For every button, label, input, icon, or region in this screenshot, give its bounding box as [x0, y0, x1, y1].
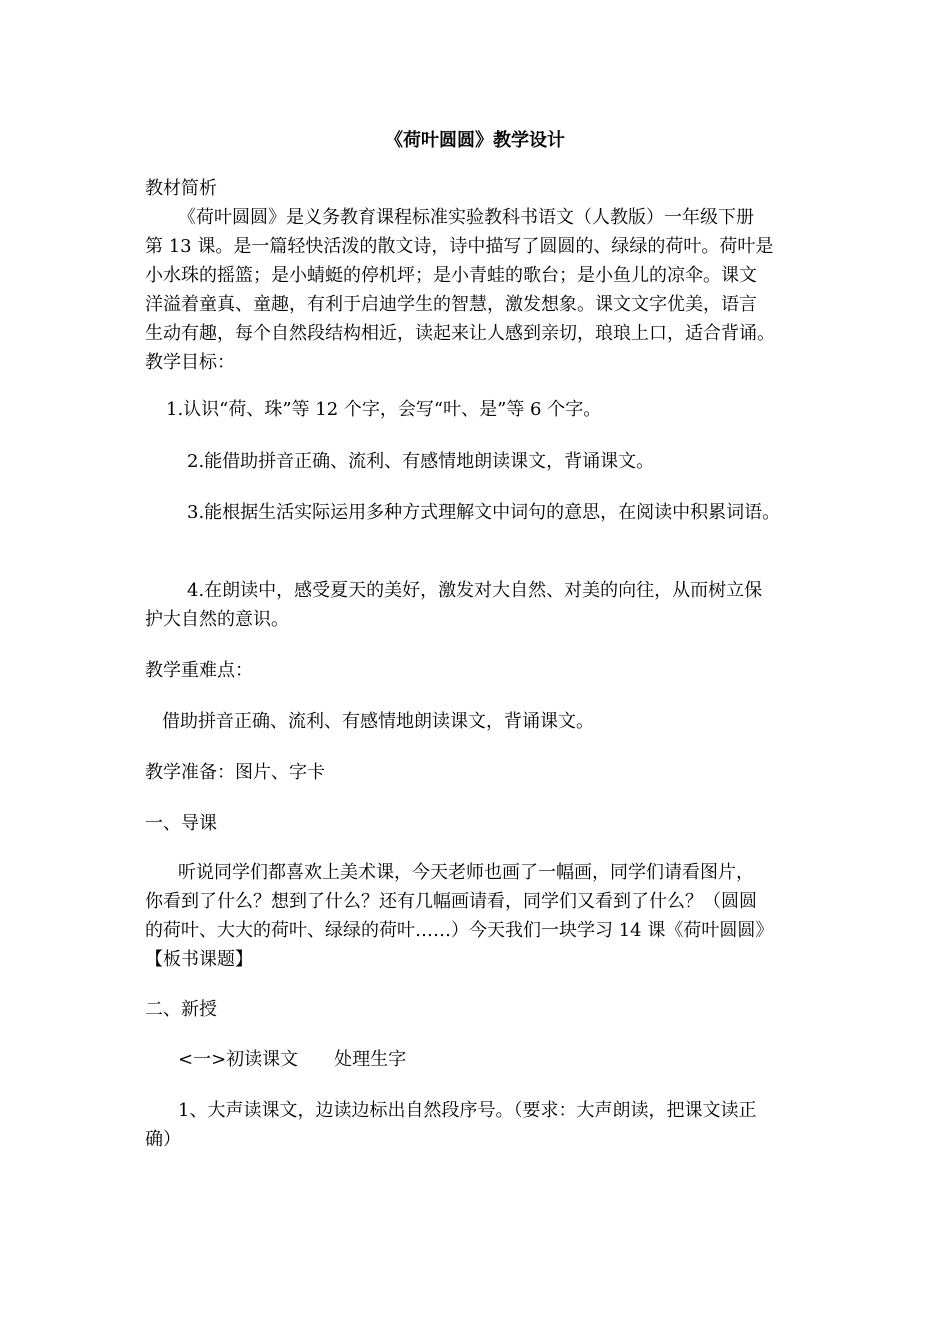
- section-heading: 二、新授: [145, 999, 217, 1020]
- document-title: 《荷叶圆圆》教学设计: [385, 130, 565, 151]
- goal-item: 护大自然的意识。: [145, 609, 289, 630]
- analysis-line: 洋溢着童真、童趣，有利于启迪学生的智慧，激发想象。课文文字优美，语言: [145, 294, 757, 315]
- section-line: 听说同学们都喜欢上美术课，今天老师也画了一幅画，同学们请看图片，: [178, 862, 754, 883]
- goal-item: 3.能根据生活实际运用多种方式理解文中词句的意思，在阅读中积累词语。: [187, 502, 781, 523]
- step-line: 确）: [145, 1129, 181, 1150]
- goal-item: 4.在朗读中，感受夏天的美好，激发对大自然、对美的向往，从而树立保: [187, 580, 763, 601]
- preparation-text: 教学准备：图片、字卡: [145, 762, 325, 783]
- key-points-heading: 教学重难点：: [145, 660, 253, 681]
- section-line: 【板书课题】: [145, 949, 253, 970]
- key-points-text: 借助拼音正确、流利、有感情地朗读课文，背诵课文。: [162, 711, 594, 732]
- step-line: 1、大声读课文，边读边标出自然段序号。（要求：大声朗读，把课文读正: [178, 1100, 757, 1121]
- analysis-line: 生动有趣，每个自然段结构相近，读起来让人感到亲切，琅琅上口，适合背诵。: [145, 323, 775, 344]
- goal-item: 2.能借助拼音正确、流利、有感情地朗读课文，背诵课文。: [187, 451, 655, 472]
- analysis-line: 第 13 课。是一篇轻快活泼的散文诗，诗中描写了圆圆的、绿绿的荷叶。荷叶是: [145, 236, 774, 257]
- goal-item: 1.认识“荷、珠”等 12 个字，会写“叶、是”等 6 个字。: [166, 399, 602, 420]
- subsection-heading: <一>初读课文 处理生字: [178, 1049, 407, 1070]
- analysis-heading: 教材简析: [145, 178, 217, 199]
- section-heading: 一、导课: [145, 813, 217, 834]
- analysis-line: 《荷叶圆圆》是义务教育课程标准实验教科书语文（人教版）一年级下册: [178, 207, 754, 228]
- analysis-line: 小水珠的摇篮；是小蜻蜓的停机坪；是小青蛙的歌台；是小鱼儿的凉伞。课文: [145, 265, 757, 286]
- section-line: 的荷叶、大大的荷叶、绿绿的荷叶……）今天我们一块学习 14 课《荷叶圆圆》: [145, 920, 774, 941]
- section-line: 你看到了什么？想到了什么？还有几幅画请看，同学们又看到了什么？（圆圆: [145, 891, 757, 912]
- goals-heading: 教学目标：: [145, 352, 235, 373]
